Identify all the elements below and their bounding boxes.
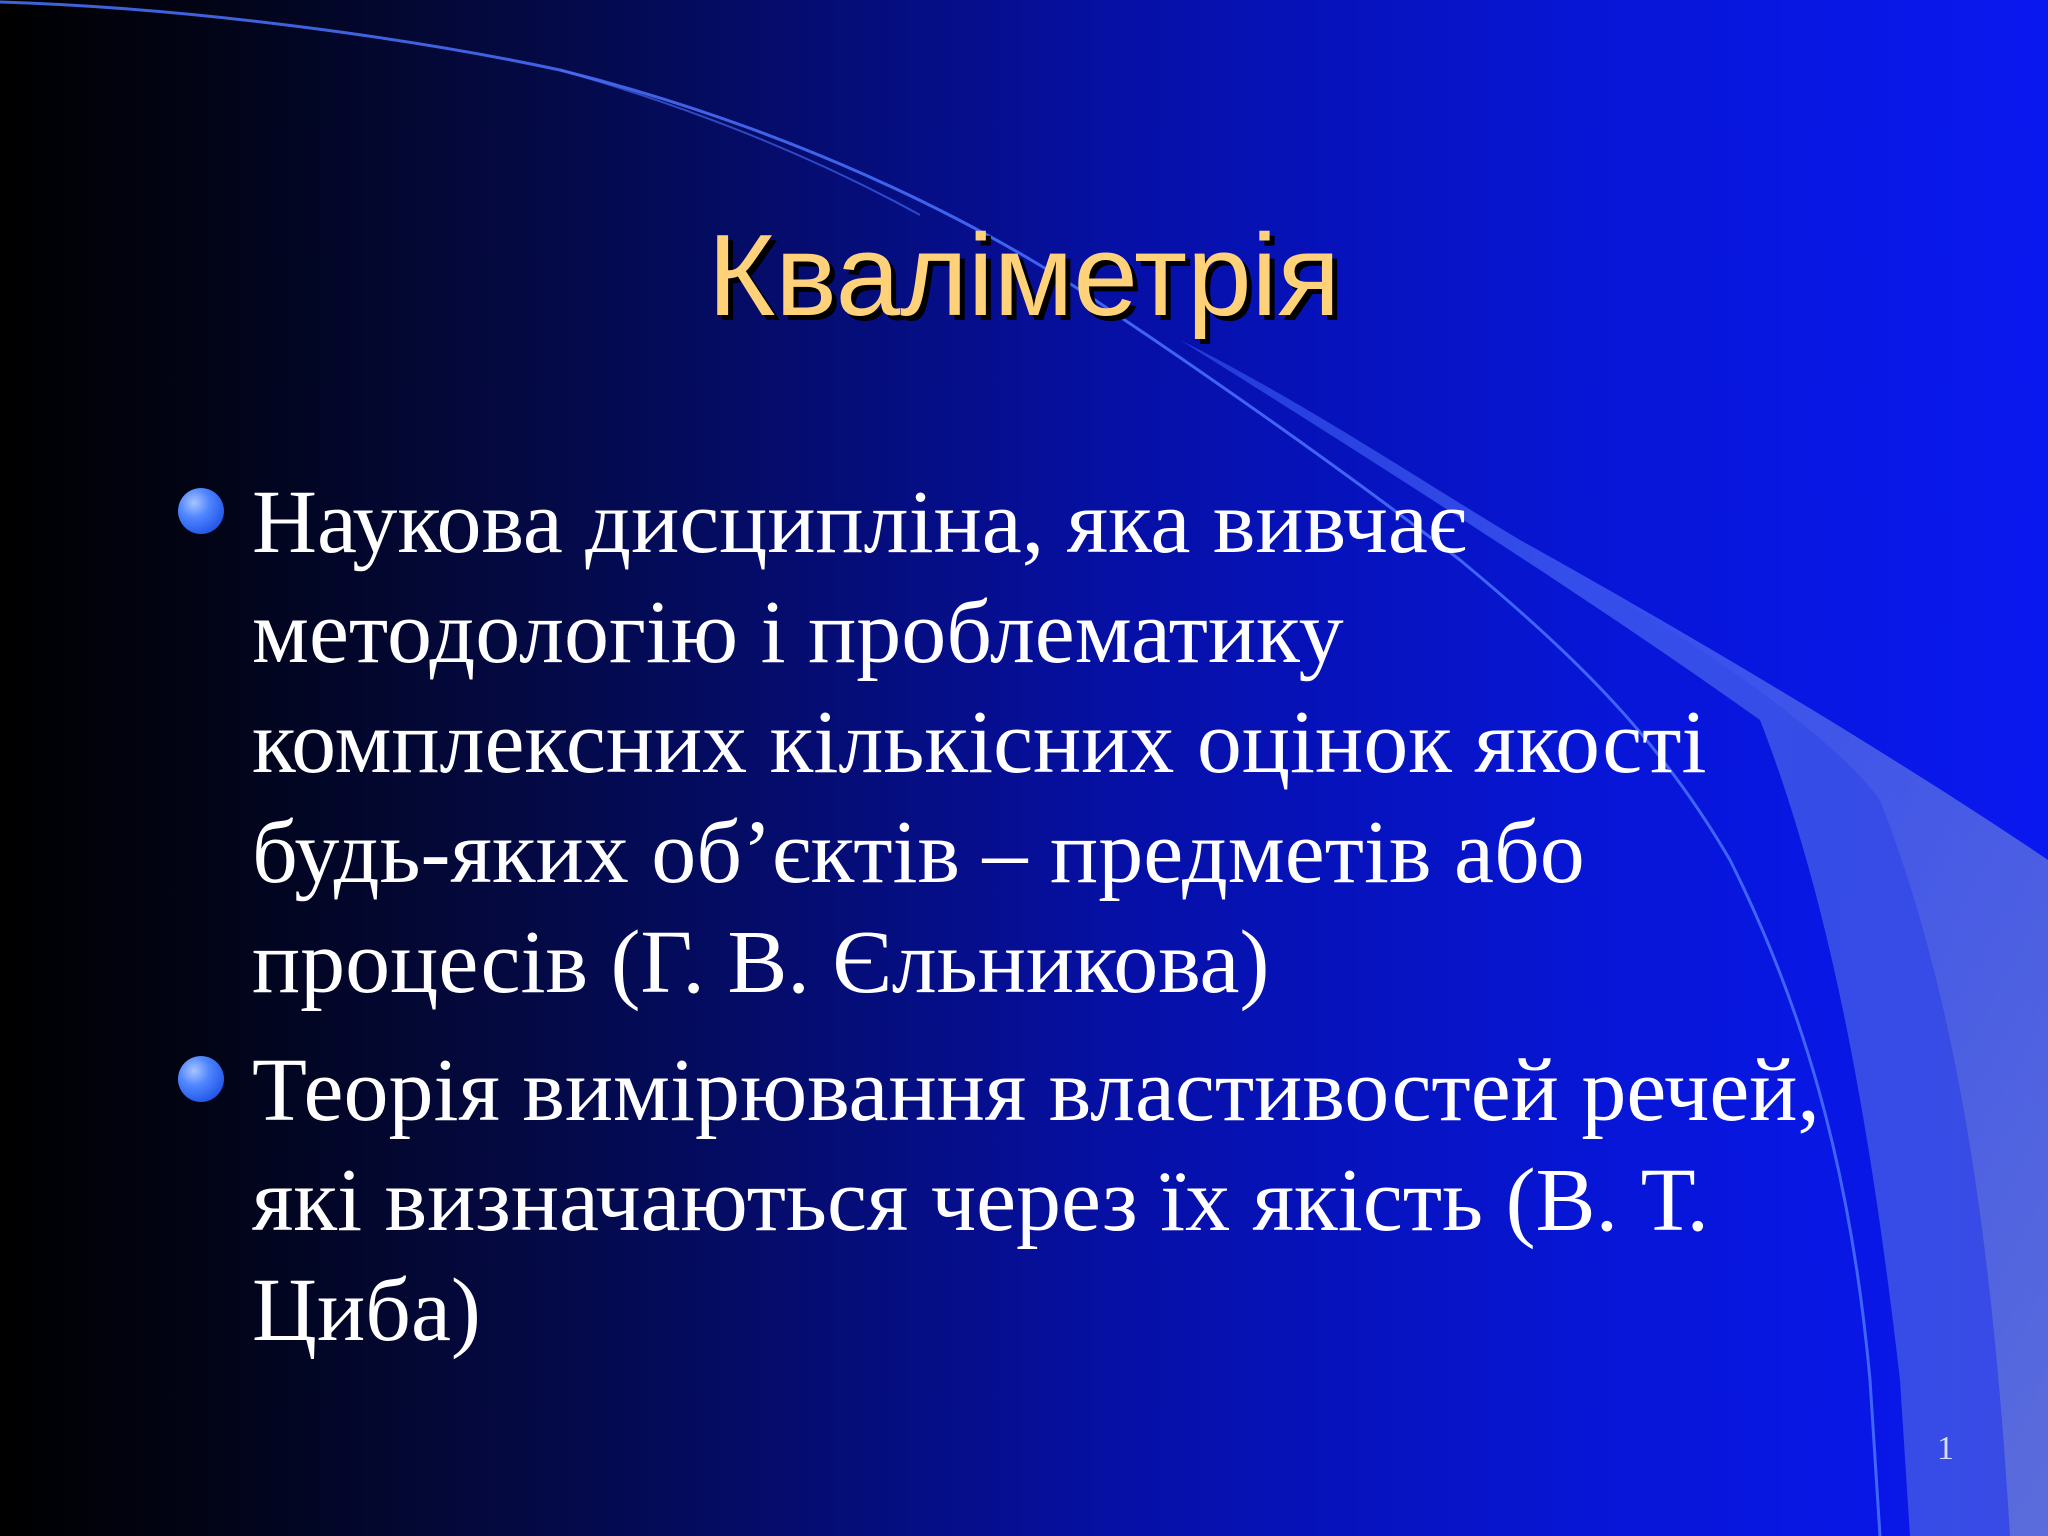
bullet-line: Наукова дисципліна, яка вивчає bbox=[252, 473, 1467, 572]
bullet-text bbox=[252, 1036, 1898, 1366]
bullet-line: які визначаються через їх якість (В. Т. bbox=[252, 1151, 1710, 1250]
bullet-line: Теорія вимірювання властивостей речей, bbox=[252, 1041, 1820, 1140]
bullet-line: процесів (Г. В. Єльникова) bbox=[252, 913, 1270, 1012]
bullet-item bbox=[178, 1036, 1898, 1366]
slide-title: Кваліметрія bbox=[707, 210, 1341, 340]
bullet-dot-icon bbox=[178, 1056, 224, 1102]
bullet-line: методологію і проблематику bbox=[252, 583, 1344, 682]
bullet-line: Циба) bbox=[252, 1261, 481, 1360]
bullet-list bbox=[178, 468, 1898, 1384]
page-number: 1 bbox=[1937, 1430, 1954, 1467]
bullet-line: будь-яких об’єктів – предметів або bbox=[252, 803, 1585, 902]
bullet-text bbox=[252, 468, 1898, 1018]
bullet-item bbox=[178, 468, 1898, 1018]
bullet-line: комплексних кількісних оцінок якості bbox=[252, 693, 1707, 792]
bullet-dot-icon bbox=[178, 488, 224, 534]
